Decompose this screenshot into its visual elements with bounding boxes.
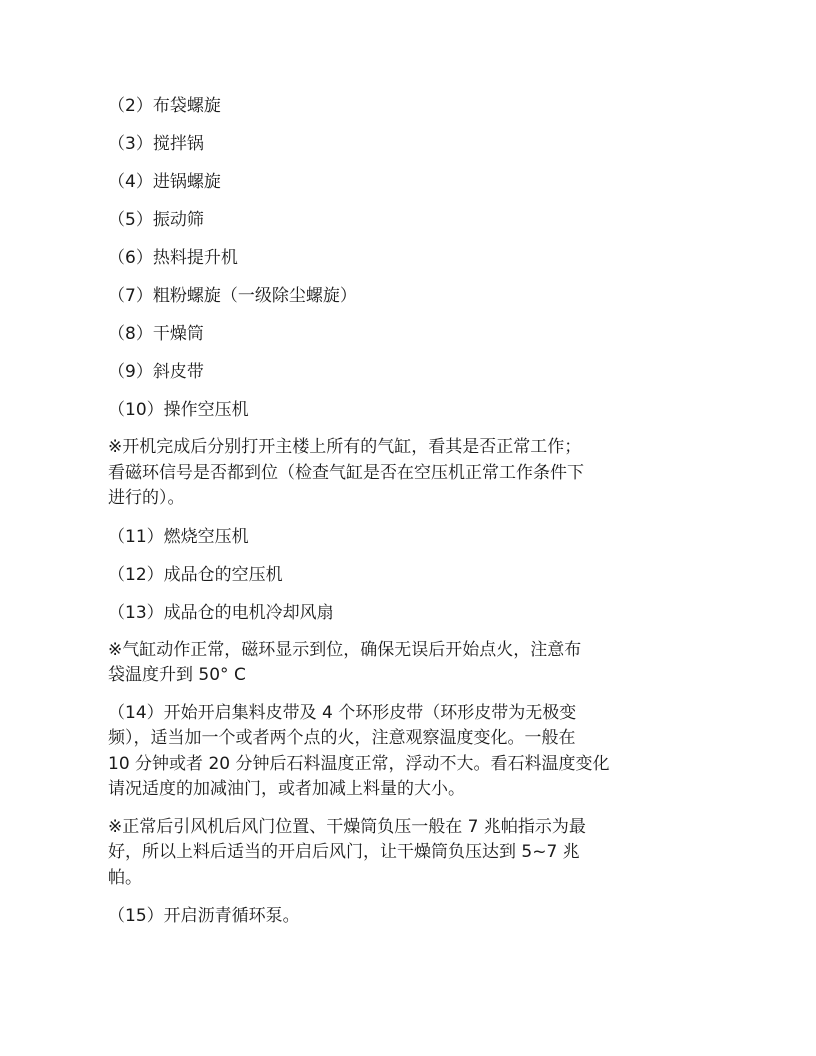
note-line: 帕。 [108,867,142,888]
list-item: （12）成品仓的空压机 [108,564,283,585]
note-paragraph [108,435,698,512]
list-item: （2）布袋螺旋 [108,96,221,116]
list-item: （3）搅拌锅 [108,134,204,154]
list-item: （5）振动筛 [108,210,204,230]
note-line: ※气缸动作正常，磁环显示到位，确保无误后开始点火，注意布 [108,639,582,660]
list-item: （13）成品仓的电机冷却风扇 [108,602,334,623]
note-line: ※开机完成后分别打开主楼上所有的气缸，看其是否正常工作； [108,437,582,457]
list-item: （6）热料提升机 [108,248,238,268]
step-line: 请况适度的加减油门，或者加减上料量的大小。 [108,779,465,799]
list-item: （7）粗粉螺旋（一级除尘螺旋） [108,286,357,306]
step-line: （14）开始开启集料皮带及 4 个环形皮带（环形皮带为无极变 [108,702,577,723]
note-paragraph [108,815,698,892]
document-page [108,93,698,941]
step-line: 频），适当加一个或者两个点的火，注意观察温度变化。一般在 [108,728,576,748]
list-item: （8）干燥筒 [108,324,204,344]
list-item: （15）开启沥青循环泵。 [108,906,300,926]
list-item: （4）进锅螺旋 [108,172,221,192]
step-line: 10 分钟或者 20 分钟后石料温度正常，浮动不大。看石料温度变化 [108,753,610,774]
note-line: ※正常后引风机后风门位置、干燥筒负压一般在 7 兆帕指示为最 [108,816,586,837]
note-paragraph [108,638,698,689]
note-line: 好，所以上料后适当的开启后风门，让干燥筒负压达到 5~7 兆 [108,842,580,862]
list-item: （10）操作空压机 [108,400,249,420]
note-line: 进行的）。 [108,488,185,508]
list-item: （9）斜皮带 [108,362,204,382]
note-line: 袋温度升到 50° C [108,665,246,685]
note-line: 看磁环信号是否都到位（检查气缸是否在空压机正常工作条件下 [108,462,584,483]
list-item: （11）燃烧空压机 [108,526,249,547]
step-paragraph [108,701,698,803]
